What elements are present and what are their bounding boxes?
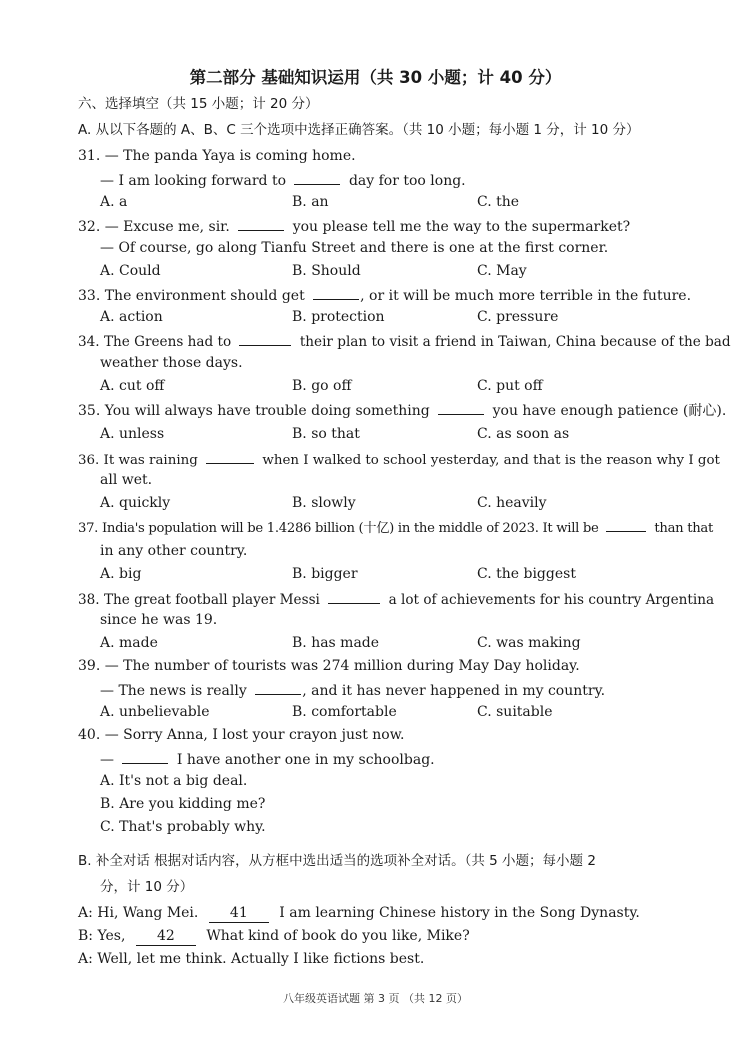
- question-32-option-a: A. Could: [100, 263, 161, 279]
- answer-blank: [294, 170, 340, 185]
- question-32-stem: [78, 216, 630, 236]
- question-38-option-a: A. made: [100, 635, 158, 651]
- dialog-line-a2: A: Well, let me think. Actually I like fictions best.: [78, 951, 425, 967]
- question-39-option-b: B. comfortable: [292, 704, 397, 720]
- question-33-text-a: 33. The environment should get: [78, 288, 305, 304]
- question-36-stem-continued: all wet.: [100, 472, 153, 488]
- question-34-option-c: C. put off: [477, 378, 543, 394]
- question-35-option-b: B. so that: [292, 426, 360, 442]
- question-39-option-a: A. unbelievable: [100, 704, 210, 720]
- dialog-a1-text-a: A: Hi, Wang Mei.: [78, 905, 199, 921]
- question-35-option-a: A. unless: [100, 426, 165, 442]
- question-40-option-a: A. It's not a big deal.: [100, 773, 248, 789]
- question-36-text-b: when I walked to school yesterday, and that is the reason why I got: [262, 453, 720, 468]
- question-33-stem: [78, 285, 691, 305]
- question-32-option-c: C. May: [477, 263, 527, 279]
- question-35-option-c: C. as soon as: [477, 426, 570, 442]
- question-34-option-a: A. cut off: [100, 378, 165, 394]
- question-34-text-a: 34. The Greens had to: [78, 334, 232, 350]
- part-a-instructions: A. 从以下各题的 A、B、C 三个选项中选择正确答案。（共 10 小题；每小题 1 分，计 10 分）: [78, 122, 640, 138]
- question-36-option-a: A. quickly: [100, 495, 171, 511]
- answer-blank: [206, 449, 254, 464]
- answer-blank: [328, 589, 380, 604]
- answer-blank: [239, 331, 291, 346]
- question-38-option-b: B. has made: [292, 635, 380, 651]
- question-36-text-a: 36. It was raining: [78, 453, 198, 468]
- question-37-stem: [78, 517, 713, 538]
- dialog-line-a1: [78, 904, 640, 923]
- question-37-option-a: A. big: [100, 566, 142, 582]
- section-title: 第二部分 基础知识运用（共 30 小题；计 40 分）: [189, 68, 562, 87]
- question-35-text-a: 35. You will always have trouble doing something: [78, 403, 430, 419]
- part-b-instructions: B. 补全对话 根据对话内容，从方框中选出适当的选项补全对话。（共 5 小题；每小题 2: [78, 853, 596, 869]
- question-37-option-b: B. bigger: [292, 566, 358, 582]
- question-34-stem-continued: weather those days.: [100, 355, 243, 371]
- answer-blank: [238, 216, 284, 231]
- question-40-reply-text: I have another one in my schoolbag.: [176, 752, 435, 768]
- question-39-reply: [100, 680, 605, 700]
- page-footer: 八年级英语试题 第 3 页 （共 12 页）: [283, 992, 468, 1005]
- question-39-stem: 39. — The number of tourists was 274 million during May Day holiday.: [78, 658, 580, 674]
- question-34-stem: [78, 331, 731, 351]
- question-35-text-b: you have enough patience (耐心).: [492, 403, 727, 419]
- question-38-text-a: 38. The great football player Messi: [78, 592, 320, 608]
- question-38-stem: [78, 589, 714, 609]
- question-31-reply-text-b: day for too long.: [348, 173, 466, 189]
- question-37-option-c: C. the biggest: [477, 566, 576, 582]
- question-35-stem: [78, 400, 726, 420]
- answer-blank: [313, 285, 359, 300]
- answer-blank: [606, 517, 646, 532]
- question-38-text-b: a lot of achievements for his country Argentina: [388, 592, 715, 608]
- answer-blank: [255, 680, 301, 695]
- answer-blank: [438, 400, 484, 415]
- question-33-option-b: B. protection: [292, 309, 385, 325]
- question-33-option-a: A. action: [100, 309, 163, 325]
- question-39-reply-text-b: , and it has never happened in my country.: [302, 683, 606, 699]
- question-37-text-a: 37. India's population will be 1.4286 billion (十亿) in the middle of 2023. It will be: [78, 521, 599, 536]
- question-34-option-b: B. go off: [292, 378, 352, 394]
- dialog-blank-42: 42: [136, 927, 196, 946]
- question-36-option-c: C. heavily: [477, 495, 547, 511]
- question-33-option-c: C. pressure: [477, 309, 559, 325]
- dialog-blank-41: 41: [209, 904, 269, 923]
- question-34-text-b: their plan to visit a friend in Taiwan, China because of the bad: [299, 334, 731, 350]
- question-40-option-c: C. That's probably why.: [100, 819, 266, 835]
- question-33-text-b: , or it will be much more terrible in the future.: [360, 288, 692, 304]
- question-38-option-c: C. was making: [477, 635, 581, 651]
- question-37-text-b: than that: [654, 521, 713, 536]
- question-36-option-b: B. slowly: [292, 495, 356, 511]
- section-six-heading: 六、选择填空（共 15 小题；计 20 分）: [78, 96, 319, 112]
- question-31-reply: [100, 170, 466, 190]
- question-37-stem-continued: in any other country.: [100, 543, 248, 559]
- question-31-stem: 31. — The panda Yaya is coming home.: [78, 148, 356, 164]
- question-32-option-b: B. Should: [292, 263, 361, 279]
- question-38-stem-continued: since he was 19.: [100, 612, 218, 628]
- dialog-line-b1: [78, 927, 470, 946]
- question-39-reply-text-a: — The news is really: [100, 683, 247, 699]
- question-32-reply: — Of course, go along Tianfu Street and there is one at the first corner.: [100, 240, 609, 256]
- part-b-instructions-continued: 分，计 10 分）: [100, 879, 194, 895]
- question-40-option-b: B. Are you kidding me?: [100, 796, 266, 812]
- question-31-option-a: A. a: [100, 194, 128, 210]
- question-31-option-c: C. the: [477, 194, 520, 210]
- dialog-b1-text-a: B: Yes,: [78, 928, 126, 944]
- question-40-stem: 40. — Sorry Anna, I lost your crayon just now.: [78, 727, 405, 743]
- question-31-option-b: B. an: [292, 194, 329, 210]
- answer-blank: [122, 749, 168, 764]
- question-31-reply-text-a: — I am looking forward to: [100, 173, 287, 189]
- question-32-text-b: you please tell me the way to the supermarket?: [292, 219, 631, 235]
- question-40-reply-dash: —: [100, 752, 114, 768]
- question-39-option-c: C. suitable: [477, 704, 553, 720]
- question-40-reply: [100, 749, 435, 769]
- dialog-a1-text-b: I am learning Chinese history in the Song Dynasty.: [279, 905, 640, 921]
- question-36-stem: [78, 449, 720, 470]
- question-32-text-a: 32. — Excuse me, sir.: [78, 219, 230, 235]
- dialog-b1-text-b: What kind of book do you like, Mike?: [206, 928, 470, 944]
